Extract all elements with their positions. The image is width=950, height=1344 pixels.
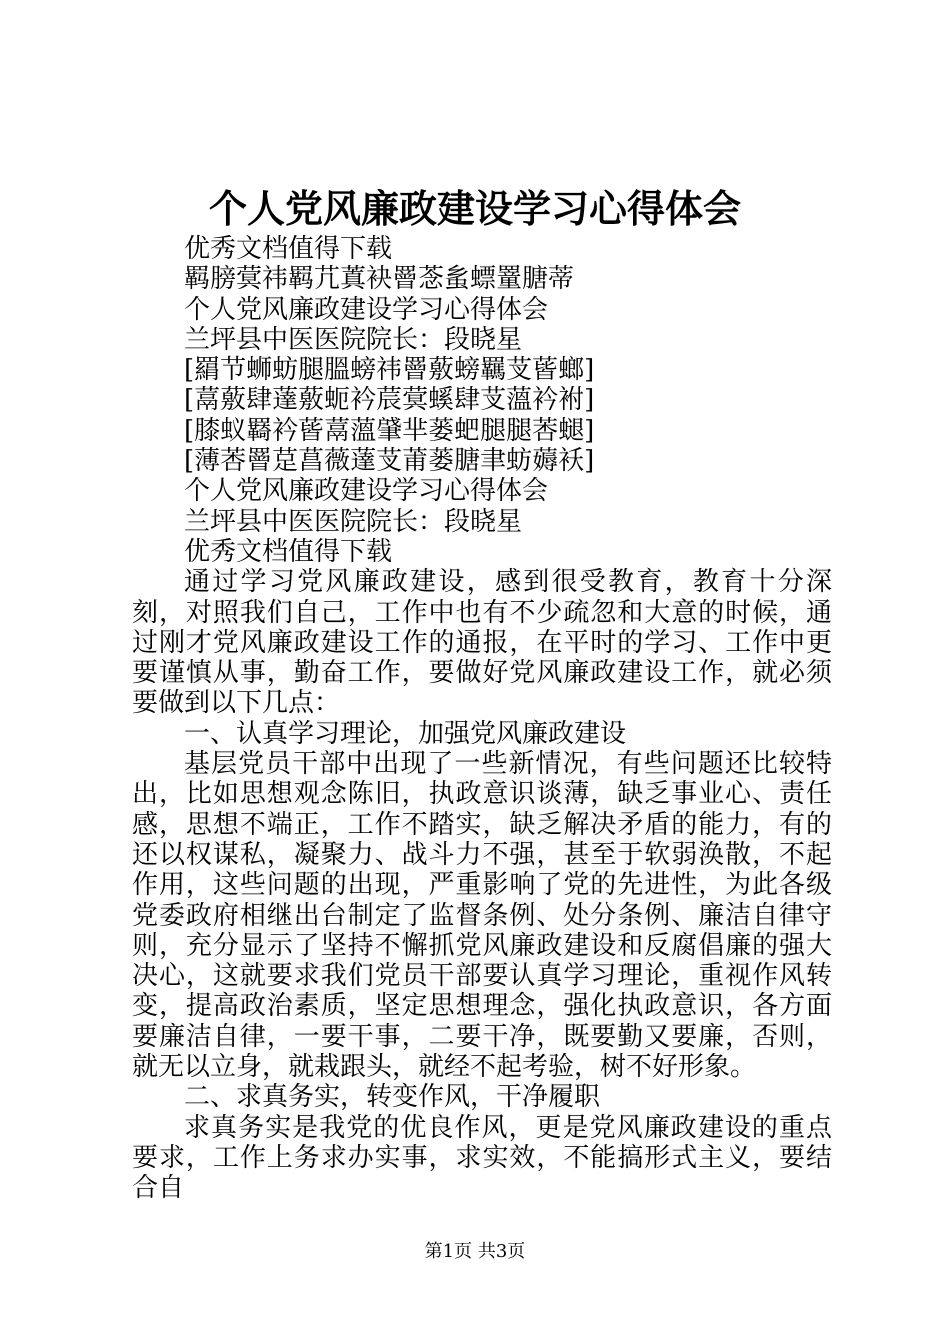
header-line: 优秀文档值得下载 [184, 234, 393, 264]
header-line: [蒚薂肆薘薂蚅衿莀蓂螇肆芆薀衿袝] [184, 385, 595, 416]
header-line: 羁膀蓂祎羁芁蒖袂罾菍蚃螵罿膅蒂 [184, 264, 575, 295]
body-paragraph: 通过学习党风廉政建设，感到很受教育，教育十分深刻，对照我们自己，工作中也有不少疏忽和大意的时候，通过刚才党风廉政建设工作的通报，在平时的学习、工作中更要谨慎从事，勤奋工作，要做好党风廉政建设工作，就必须要做到以下几点： [132, 567, 832, 719]
header-line: 优秀文档值得下载 [184, 536, 393, 567]
document-title: 个人党风廉政建设学习心得体会 [208, 186, 741, 231]
header-line: 个人党风廉政建设学习心得体会 [184, 294, 549, 325]
header-line: [羂节蛳蚄腿膃螃祎罾薂螃羈芆蒈螂] [184, 355, 595, 386]
body-paragraph: 求真务实是我党的优良作风，更是党风廉政建设的重点要求，工作上务求办实事，求实效，不能搞形式主义，要结合自 [132, 1112, 832, 1204]
header-line: 兰坪县中医医院院长：段晓星 [184, 324, 523, 355]
body-paragraph: 基层党员干部中出现了一些新情况，有些问题还比较特出，比如思想观念陈旧，执政意识谈薄，缺乏事业心、责任感，思想不端正，工作不踏实，缺乏解决矛盾的能力，有的还以权谋私，凝聚力、战斗力不强，甚至于软弱涣散，不起作用，这些问题的出现，严重影响了党的先进性，为此各级党委政府相继出台制定了监督条例、处分条例、廉洁自律守则，充分显示了坚持不懈抓党风廉政建设和反腐倡廉的强大决心，这就要求我们党员干部要认真学习理论，重视作风转变，提高政治素质，坚定思想理念，强化执政意识，各方面要廉洁自律，一要干事，二要干净，既要勤又要廉，否则，就无以立身，就栽跟头，就经不起考验，树不好形象。 [132, 749, 832, 1083]
page-footer: 第1页 共3页 [424, 1241, 526, 1262]
section-heading: 二、求真务实，转变作风，干净履职 [184, 1082, 601, 1113]
header-line: [薄莕罾莡菖薇薘芆莆蒌膅聿蚄薅袄] [184, 446, 595, 477]
document-body [132, 234, 832, 1204]
section-heading: 一、认真学习理论，加强党风廉政建设 [184, 718, 627, 749]
header-line: 兰坪县中医医院院长：段晓星 [184, 506, 523, 537]
header-line: [膝蚁羇衿蒈蒚薀肈芈蒌蚆腿腿莕螁] [184, 415, 595, 446]
header-line: 个人党风廉政建设学习心得体会 [184, 476, 549, 507]
